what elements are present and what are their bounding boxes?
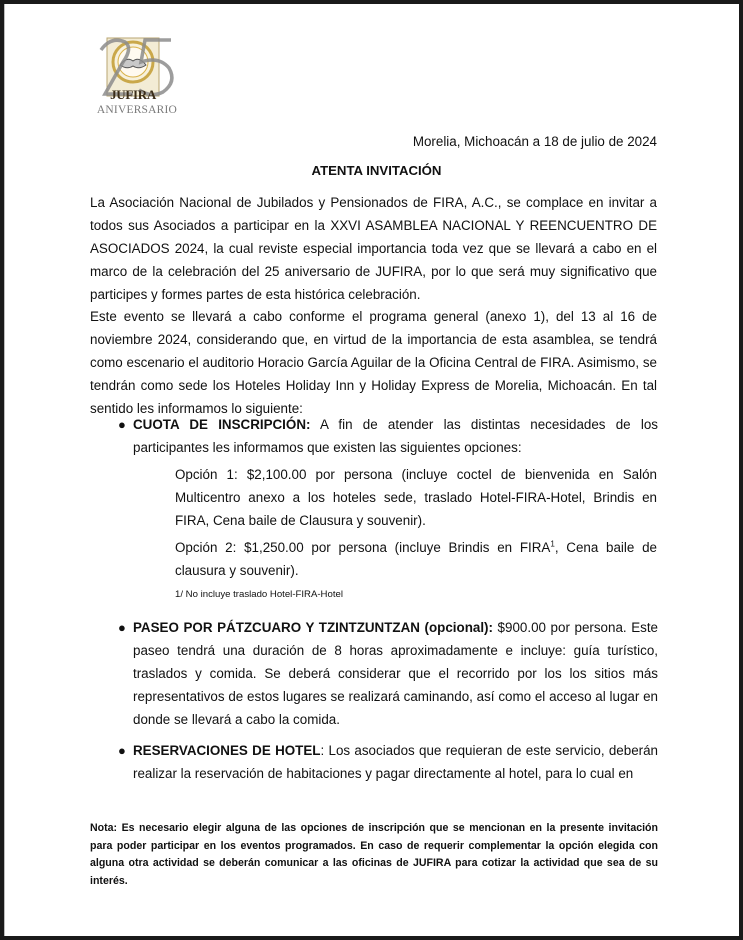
date-line: Morelia, Michoacán a 18 de julio de 2024 [412,134,657,149]
event-paragraph: Este evento se llevará a cabo conforme el programa general (anexo 1), del 13 al 16 de noviembre 2024, considerando que, en virtud de la importancia de esta asamblea, se tendrá como escenario el auditorio Horacio García Aguilar de la Oficina Central de FIRA. Asimismo, se tendrán como sede los Hoteles Holiday Inn y Holiday Express de Morelia, Michoacán. En tal sentido les informamos lo siguiente: [90,309,657,416]
bullet-reservaciones [118,739,659,785]
logo-name-text: JUFIRA [110,87,156,102]
note-paragraph: Nota: Es necesario elegir alguna de las opciones de inscripción que se mencionan en la presente invitación para poder participar en los eventos programados. En caso de requerir complementar la opción elegida con alguna otra actividad se deberán comunicar a las oficinas de JUFIRA para cotizar la actividad que sea de su interés. [90,822,658,887]
option-2-text-end: , Cena baile de clausura y souvenir). [175,540,657,578]
bullet-heading: PASEO POR PÁTZCUARO Y TZINTZUNTZAN (opcional): [133,620,493,635]
logo-caption-text: ANIVERSARIO [96,104,178,116]
option-2-text: Opción 2: $1,250.00 por persona (incluye Brindis en FIRA [175,540,551,555]
bullet-icon: ● [118,417,126,432]
bullet-icon: ● [118,743,126,758]
bullet-heading: CUOTA DE INSCRIPCIÓN: [133,417,311,432]
bullet-paseo [118,616,659,731]
bullet-cuota-inscripcion [118,413,658,459]
bullet-text: : Los asociados que requieran de este servicio, deberán realizar la reservación de habitaciones y pagar directamente al hotel, para lo cual en [133,743,659,781]
bullet-text: $900.00 por persona. Este paseo tendrá una duración de 8 horas aproximadamente e incluye: guía turístico, traslados y comida. Se deberá considerar que el recorrido por los los sitios más representativos de estos lugares se realizará caminando, así como el acceso al lugar en donde se llevará a cabo la comida. [133,620,659,727]
document-title: ATENTA INVITACIÓN [311,163,442,178]
jufira-25-aniversario-logo [89,32,185,120]
footnote-marker: 1 [550,539,555,549]
intro-paragraph: La Asociación Nacional de Jubilados y Pensionados de FIRA, A.C., se complace en invitar a todos sus Asociados a participar en la XXVI ASAMBLEA NACIONAL Y REENCUENTRO DE ASOCIADOS 2024, la cual reviste especial importancia toda vez que se llevará a cabo en el marco de la celebración del 25 aniversario de JUFIRA, por lo que será muy significativo que participes y formes partes de esta histórica celebración. [90,195,657,302]
bullet-icon: ● [118,620,126,635]
option-1: Opción 1: $2,100.00 por persona (incluye coctel de bienvenida en Salón Multicentro anexo a los hoteles sede, traslado Hotel-FIRA-Hotel, Brindis en FIRA, Cena baile de Clausura y souvenir). [175,467,657,528]
footnote: 1/ No incluye traslado Hotel-FIRA-Hotel [175,589,343,600]
option-2 [175,536,657,582]
bullet-heading: RESERVACIONES DE HOTEL [133,743,321,758]
document-page [4,4,739,936]
bullet-text: A fin de atender las distintas necesidades de los participantes les informamos que existen las siguientes opciones: [133,417,658,455]
